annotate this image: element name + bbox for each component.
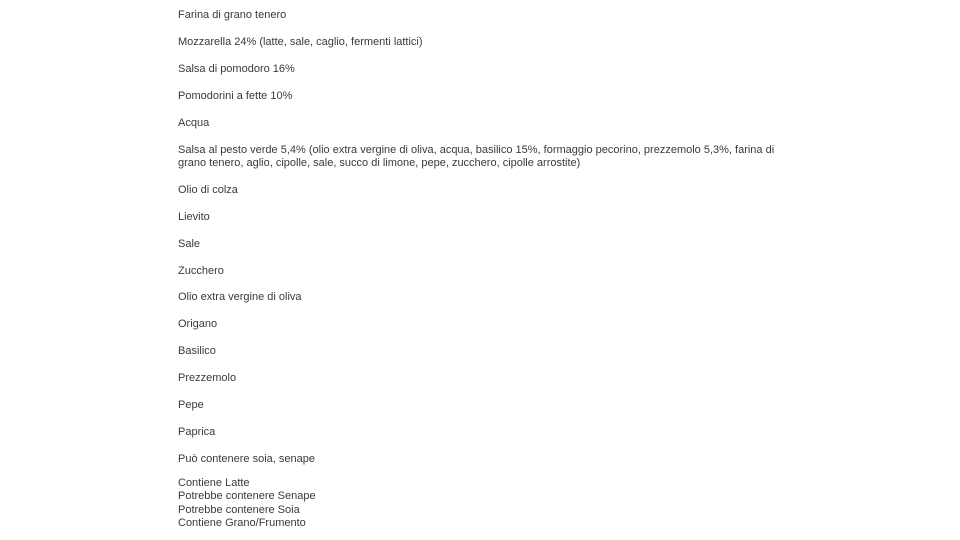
ingredient-item: Salsa di pomodoro 16% — [178, 62, 295, 75]
ingredient-item: Prezzemolo — [178, 372, 237, 385]
ingredient-item: Pepe — [178, 399, 204, 412]
ingredient-item: Pomodorini a fette 10% — [178, 89, 293, 102]
ingredient-item: Mozzarella 24% (latte, sale, caglio, fermenti lattici) — [178, 35, 423, 48]
ingredient-item: Olio extra vergine di oliva — [178, 291, 302, 304]
allergens-list — [178, 477, 790, 531]
ingredients-list — [178, 9, 790, 480]
allergen-item: Contiene Latte — [178, 477, 250, 489]
ingredient-item: Origano — [178, 318, 218, 331]
ingredient-item: Basilico — [178, 345, 216, 358]
allergen-item: Potrebbe contenere Soia — [178, 503, 300, 516]
ingredient-item: Sale — [178, 237, 201, 250]
ingredient-item: Lievito — [178, 210, 210, 223]
ingredient-item: Olio di colza — [178, 183, 238, 196]
allergen-item: Potrebbe contenere Senape — [178, 490, 316, 503]
allergen-item: Contiene Grano/Frumento — [178, 517, 306, 530]
ingredient-item: Può contenere soia, senape — [178, 452, 315, 465]
ingredient-item: Acqua — [178, 116, 210, 129]
ingredient-item: Zucchero — [178, 264, 224, 277]
ingredient-item: Paprica — [178, 426, 216, 438]
ingredient-item: Salsa al pesto verde 5,4% (olio extra vergine di oliva, acqua, basilico 15%, formaggio pecorino, prezzemolo 5,3%, farina di grano tenero, aglio, cipolle, sale, succo di limone, pepe, zucchero, cipolle arrostite) — [178, 143, 775, 169]
ingredient-item: Farina di grano tenero — [178, 9, 287, 21]
